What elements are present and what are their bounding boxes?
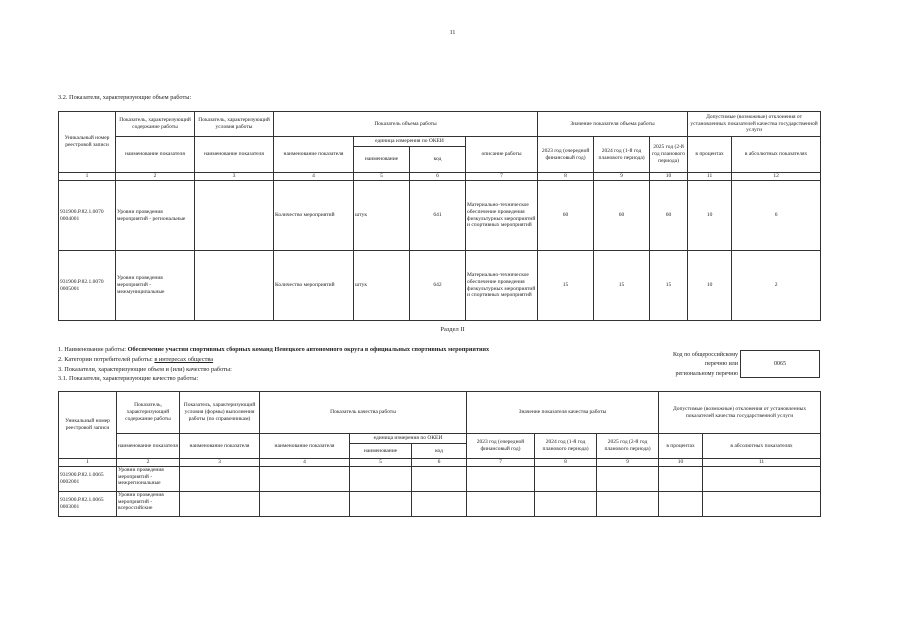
indicator-name: Количество мероприятий xyxy=(274,181,354,251)
column-number: 9 xyxy=(594,173,650,181)
header-indicator-name: наименование показателя xyxy=(260,434,350,459)
column-number: 6 xyxy=(410,173,466,181)
value-2023: 15 xyxy=(538,251,594,321)
column-number: 7 xyxy=(467,459,535,467)
okei-code: 641 xyxy=(410,181,466,251)
consumer-category-label: 2. Категории потребителей работы: xyxy=(58,356,153,363)
work-conditions xyxy=(195,251,274,321)
deviation-absolute: 2 xyxy=(732,251,821,321)
header-percent: в процентах xyxy=(688,137,732,173)
column-number: 11 xyxy=(688,173,732,181)
table-row xyxy=(59,251,821,321)
header-absolute: в абсолютных показателях xyxy=(703,434,821,459)
header-indicator-name: наименование показателя xyxy=(116,137,195,173)
column-number: 5 xyxy=(350,459,412,467)
header-conditions: Показатель, характеризующий условия (формы) выполнения работы (по справочникам) xyxy=(180,392,260,434)
section-title: Раздел II xyxy=(440,326,465,333)
column-number: 10 xyxy=(659,459,703,467)
work-description: Материально-техническое обеспечение проведения физкультурных мероприятий и спортивных мероприятий xyxy=(466,251,538,321)
page-number: 11 xyxy=(449,30,456,36)
header-year-2023: 2023 год (очередной финансовый год) xyxy=(538,137,594,173)
header-deviation: Допустимые (возможные) отклонения от установленных показателей качества государственной услуги xyxy=(659,392,821,434)
column-number: 1 xyxy=(59,173,116,181)
header-year-2023: 2023 год (очередной финансовый год) xyxy=(467,434,535,459)
indicators-line: 3. Показатели, характеризующие объем и (или) качество работы: xyxy=(58,366,232,373)
consumer-category-line xyxy=(58,357,213,363)
registry-code: 931900.Р.82.1.0070 0005001 xyxy=(59,251,116,321)
header-unit-code: код xyxy=(412,444,467,459)
work-name-label: 1. Наименование работы: xyxy=(58,346,127,353)
column-number: 4 xyxy=(260,459,350,467)
header-year-2025: 2025 год (2-й год планового периода) xyxy=(650,137,688,173)
value-2025: 15 xyxy=(650,251,688,321)
classifier-label-line: Код по общероссийскому xyxy=(673,352,738,358)
column-number: 9 xyxy=(597,459,659,467)
classifier-code-box: 0065 xyxy=(740,350,820,378)
value-2024: 60 xyxy=(594,181,650,251)
column-number: 8 xyxy=(538,173,594,181)
column-number: 11 xyxy=(703,459,821,467)
volume-table xyxy=(58,111,821,321)
column-number: 3 xyxy=(195,173,274,181)
header-okei-unit: единица измерения по ОКЕИ xyxy=(350,434,467,444)
work-content: Уровни проведения мероприятий - межрегиональные xyxy=(117,467,180,492)
column-number: 2 xyxy=(116,173,195,181)
value-2024: 15 xyxy=(594,251,650,321)
column-number: 4 xyxy=(274,173,354,181)
table-row xyxy=(59,467,821,492)
column-number: 12 xyxy=(732,173,821,181)
column-number: 5 xyxy=(354,173,410,181)
work-conditions xyxy=(195,181,274,251)
header-year-2024: 2024 год (1-й год планового периода) xyxy=(535,434,597,459)
header-unit-name: наименование xyxy=(354,147,410,173)
header-okei-unit: единица измерения по ОКЕИ xyxy=(354,137,466,147)
header-volume-value: Значение показателя объема работы xyxy=(538,112,688,137)
header-unique-number: Уникальный номер реестровой записи xyxy=(59,392,117,459)
header-quality-indicator: Показатель качества работы xyxy=(260,392,467,434)
column-number: 3 xyxy=(180,459,260,467)
header-indicator-name: наименование показателя xyxy=(274,137,354,173)
header-work-description: описание работы xyxy=(466,137,538,173)
deviation-percent: 10 xyxy=(688,181,732,251)
table-row xyxy=(59,181,821,251)
deviation-percent: 10 xyxy=(688,251,732,321)
registry-code: 931900.Р.82.1.0065 0003001 xyxy=(59,492,117,517)
header-indicator-name: наименование показателя xyxy=(195,137,274,173)
value-2025: 60 xyxy=(650,181,688,251)
classifier-label-line: региональному перечню xyxy=(675,370,738,377)
consumer-category-value: в интересах общества xyxy=(154,356,214,363)
indicator-name: Количество мероприятий xyxy=(274,251,354,321)
header-year-2024: 2024 год (1-й год планового периода) xyxy=(594,137,650,173)
unit-name: штук xyxy=(354,181,410,251)
header-content: Показатель, характеризующий содержание работы xyxy=(116,112,195,137)
column-number: 10 xyxy=(650,173,688,181)
work-name-line xyxy=(58,347,489,353)
header-unique-number: Уникальный номер реестровой записи xyxy=(59,112,116,173)
header-unit-name: наименование xyxy=(350,444,412,459)
value-2023: 60 xyxy=(538,181,594,251)
registry-code: 931900.Р.82.1.0065 0002001 xyxy=(59,467,117,492)
deviation-absolute: 6 xyxy=(732,181,821,251)
classifier-code-label xyxy=(640,351,738,379)
work-name-value: Обеспечение участия спортивных сборных команд Ненецкого автономного округа в официальных спортивных мероприятиях xyxy=(127,346,490,353)
header-unit-code: код xyxy=(410,147,466,173)
work-content: Уровни проведения мероприятий - всероссийские xyxy=(117,492,180,517)
header-volume-indicator: Показатель объема работы xyxy=(274,112,538,137)
header-indicator-name: наименование показателя xyxy=(180,434,260,459)
classifier-label-line: перечню или xyxy=(704,361,738,368)
column-number: 7 xyxy=(466,173,538,181)
table1-caption: 3.2. Показатели, характеризующие объем работы: xyxy=(58,94,192,101)
header-percent: в процентах xyxy=(659,434,703,459)
header-deviation: Допустимые (возможные) отклонения от установленных показателей качества государственной услуги xyxy=(688,112,821,137)
header-indicator-name: наименование показателя xyxy=(117,434,180,459)
work-content: Уровни проведения мероприятий - региональные xyxy=(116,181,195,251)
unit-name: штук xyxy=(354,251,410,321)
quality-indicators-caption: 3.1. Показатели, характеризующие качество работы: xyxy=(58,375,199,382)
header-year-2025: 2025 год (2-й год планового периода) xyxy=(597,434,659,459)
work-content: Уровни проведения мероприятий - межмуниципальные xyxy=(116,251,195,321)
registry-code: 931900.Р.82.1.0070 0004001 xyxy=(59,181,116,251)
table-row xyxy=(59,492,821,517)
header-absolute: в абсолютных показателях xyxy=(732,137,821,173)
column-number: 1 xyxy=(59,459,117,467)
header-conditions: Показатель, характеризующий условия работы xyxy=(195,112,274,137)
okei-code: 642 xyxy=(410,251,466,321)
quality-table xyxy=(58,391,821,517)
column-number: 8 xyxy=(535,459,597,467)
header-quality-value: Значение показателя качества работы xyxy=(467,392,659,434)
work-description: Материально-техническое обеспечение проведения физкультурных мероприятий и спортивных мероприятий xyxy=(466,181,538,251)
column-number: 2 xyxy=(117,459,180,467)
header-content: Показатель, характеризующий содержание работы xyxy=(117,392,180,434)
column-number: 6 xyxy=(412,459,467,467)
